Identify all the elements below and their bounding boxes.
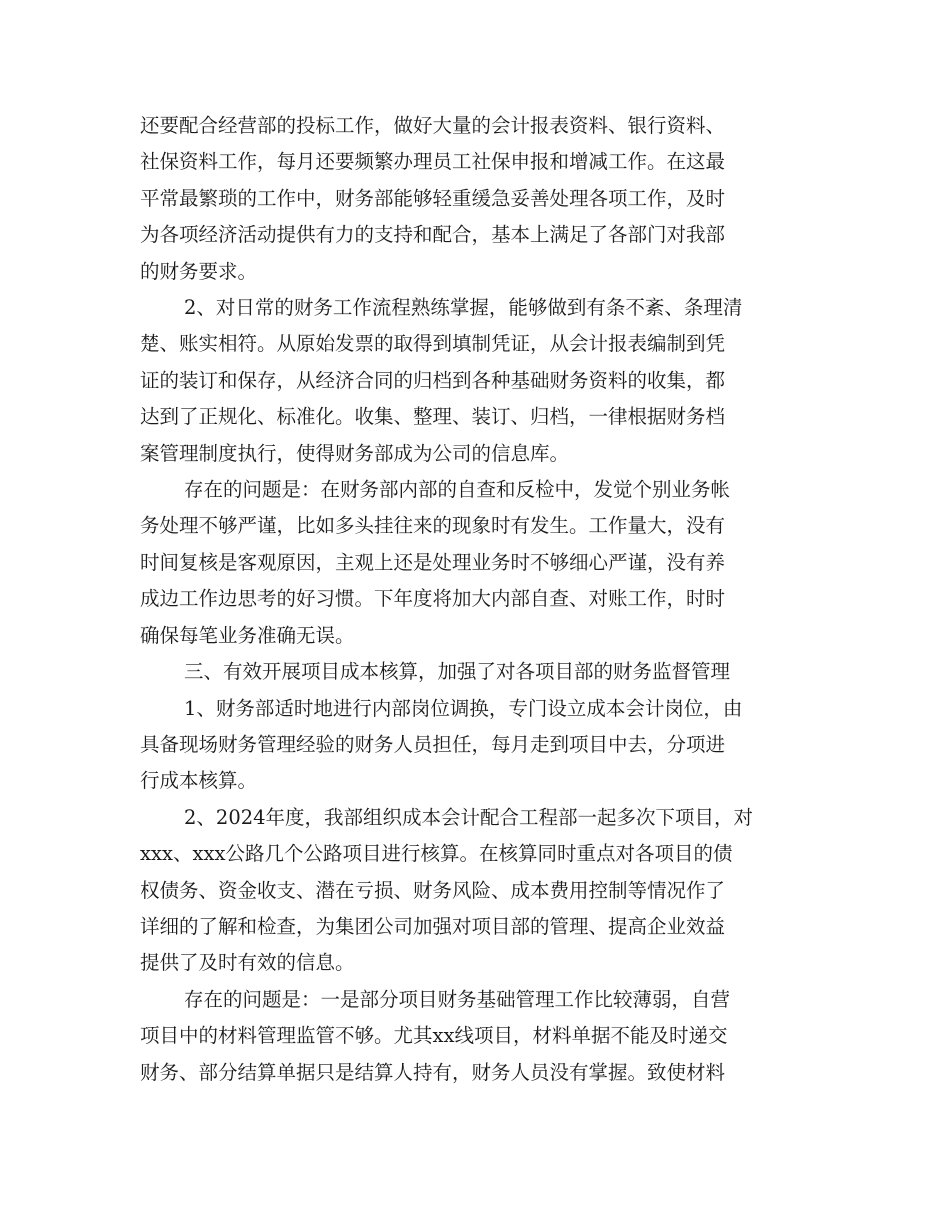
text-line: 提供了及时有效的信息。: [140, 951, 355, 975]
text-line: 详细的了解和检查，为集团公司加强对项目部的管理、提高企业效益: [140, 914, 726, 938]
text-line: 平常最繁琐的工作中，财务部能够轻重缓急妥善处理各项工作，及时: [140, 186, 726, 210]
text-line: xxx、xxx公路几个公路项目进行核算。在核算同时重点对各项目的债: [140, 842, 733, 866]
text-line: 存在的问题是：一是部分项目财务基础管理工作比较薄弱，自营: [184, 987, 731, 1011]
text-line: 楚、账实相符。从原始发票的取得到填制凭证，从会计报表编制到凭: [140, 332, 726, 356]
text-line: 财务、部分结算单据只是结算人持有，财务人员没有掌握。致使材料: [140, 1060, 726, 1084]
text-line: 社保资料工作，每月还要频繁办理员工社保申报和增减工作。在这最: [140, 150, 726, 174]
text-line: 2、2024年度，我部组织成本会计配合工程部一起多次下项目，对: [184, 805, 754, 829]
text-line: 务处理不够严谨，比如多头挂往来的现象时有发生。工作量大，没有: [140, 514, 726, 538]
text-line: 行成本核算。: [140, 769, 258, 793]
text-line: 1、财务部适时地进行内部岗位调换，专门设立成本会计岗位，由: [184, 696, 743, 720]
text-line: 权债务、资金收支、潜在亏损、财务风险、成本费用控制等情况作了: [140, 878, 726, 902]
text-line: 具备现场财务管理经验的财务人员担任，每月走到项目中去，分项进: [140, 732, 726, 756]
text-line: 存在的问题是：在财务部内部的自查和反检中，发觉个别业务帐: [184, 478, 731, 502]
text-line: 案管理制度执行，使得财务部成为公司的信息库。: [140, 441, 570, 465]
document-body: [140, 108, 810, 1091]
text-line: 时间复核是客观原因，主观上还是处理业务时不够细心严谨，没有养: [140, 550, 726, 574]
text-line: 项目中的材料管理监管不够。尤其xx线项目，材料单据不能及时递交: [140, 1024, 728, 1048]
text-line: 2、对日常的财务工作流程熟练掌握，能够做到有条不紊、条理清: [184, 296, 743, 320]
text-line: 证的装订和保存，从经济合同的归档到各种基础财务资料的收集，都: [140, 368, 726, 392]
text-line: 三、有效开展项目成本核算，加强了对各项目部的财务监督管理: [184, 660, 731, 684]
text-line: 的财务要求。: [140, 259, 258, 283]
text-line: 达到了正规化、标准化。收集、整理、装订、归档，一律根据财务档: [140, 405, 726, 429]
text-line: 确保每笔业务准确无误。: [140, 623, 355, 647]
text-line: 还要配合经营部的投标工作，做好大量的会计报表资料、银行资料、: [140, 114, 726, 137]
text-line: 成边工作边思考的好习惯。下年度将加大内部自查、对账工作，时时: [140, 587, 726, 611]
text-line: 为各项经济活动提供有力的支持和配合，基本上满足了各部门对我部: [140, 223, 726, 247]
